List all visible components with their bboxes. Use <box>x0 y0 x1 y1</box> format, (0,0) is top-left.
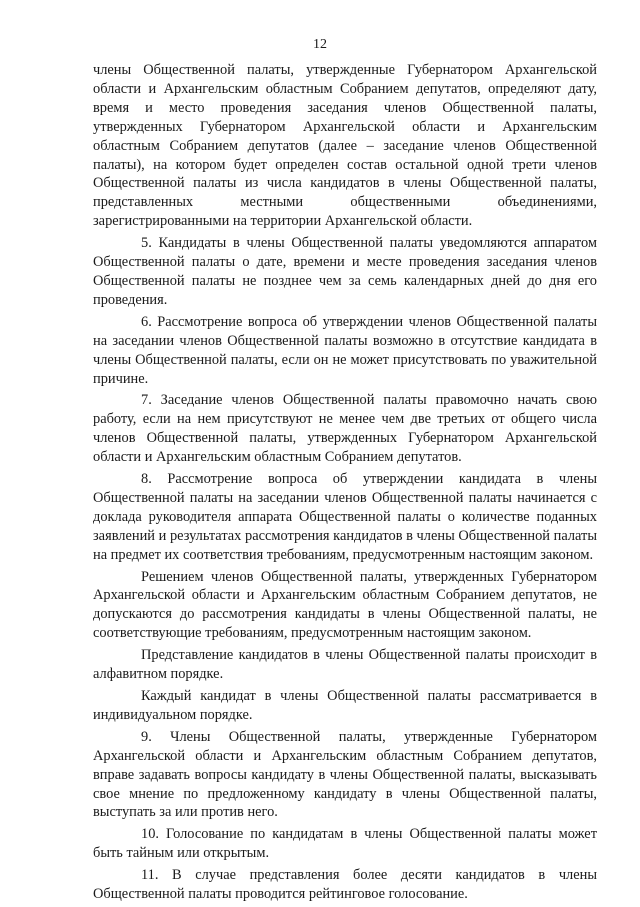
paragraph-item-6: 6. Рассмотрение вопроса об утверждении членов Общественной палаты на заседании членов Общественной палаты возможно в отсутствие кандидата в члены Общественной палаты, если он не может присутствовать по уважительной причине. <box>93 313 597 387</box>
document-body <box>93 61 597 907</box>
paragraph-continuation: члены Общественной палаты, утвержденные Губернатором Архангельской области и Архангельским областным Собранием депутатов, определяют дату, время и место проведения заседания членов Общественной палаты, утвержденных Губернатором Архангельской области и Архангельским областным Собранием депутатов (далее – заседание членов Общественной палаты), на котором будет определен состав остальной одной трети членов Общественной палаты из числа кандидатов в члены Общественной палаты, представленных местными общественными объединениями, зарегистрированными на территории Архангельской области. <box>93 62 597 230</box>
paragraph-item-5: 5. Кандидаты в члены Общественной палаты уведомляются аппаратом Общественной палаты о дате, времени и месте проведения заседания членов Общественной палаты не позднее чем за семь календарных дней до дня его проведения. <box>93 235 597 308</box>
paragraph-item-10: 10. Голосование по кандидатам в члены Общественной палаты может быть тайным или открытым. <box>93 826 597 862</box>
paragraph-decision: Решением членов Общественной палаты, утвержденных Губернатором Архангельской области и Архангельским областным Собранием депутатов, не допускаются до рассмотрения кандидаты в члены Общественной палаты, не соответствующие требованиям, предусмотренным настоящим законом. <box>93 568 597 642</box>
page-number: 12 <box>313 37 327 52</box>
paragraph-item-9: 9. Члены Общественной палаты, утвержденные Губернатором Архангельской области и Архангельским областным Собранием депутатов, вправе задавать вопросы кандидату в члены Общественной палаты, высказывать свое мнение по предложенному кандидату в члены Общественной палаты, выступать за или против него. <box>93 728 597 821</box>
paragraph-item-7: 7. Заседание членов Общественной палаты правомочно начать свою работу, если на нем присутствуют не менее чем две третьих от общего числа членов Общественной палаты, утвержденных Губернатором Архангельской области и Архангельским областным Собранием депутатов. <box>93 392 597 466</box>
paragraph-alphabetical-order: Представление кандидатов в члены Общественной палаты происходит в алфавитном порядке. <box>93 647 597 683</box>
paragraph-individual-order: Каждый кандидат в члены Общественной палаты рассматривается в индивидуальном порядке. <box>93 688 597 723</box>
paragraph-item-11: 11. В случае представления более десяти кандидатов в члены Общественной палаты проводится рейтинговое голосование. <box>93 867 597 903</box>
paragraph-item-8: 8. Рассмотрение вопроса об утверждении кандидата в члены Общественной палаты на заседании членов Общественной палаты начинается с доклада руководителя аппарата Общественной палаты о количестве поданных заявлений и результатах рассмотрения кандидатов в члены Общественной палаты на предмет их соответствия требованиям, предусмотренным настоящим законом. <box>93 471 597 563</box>
